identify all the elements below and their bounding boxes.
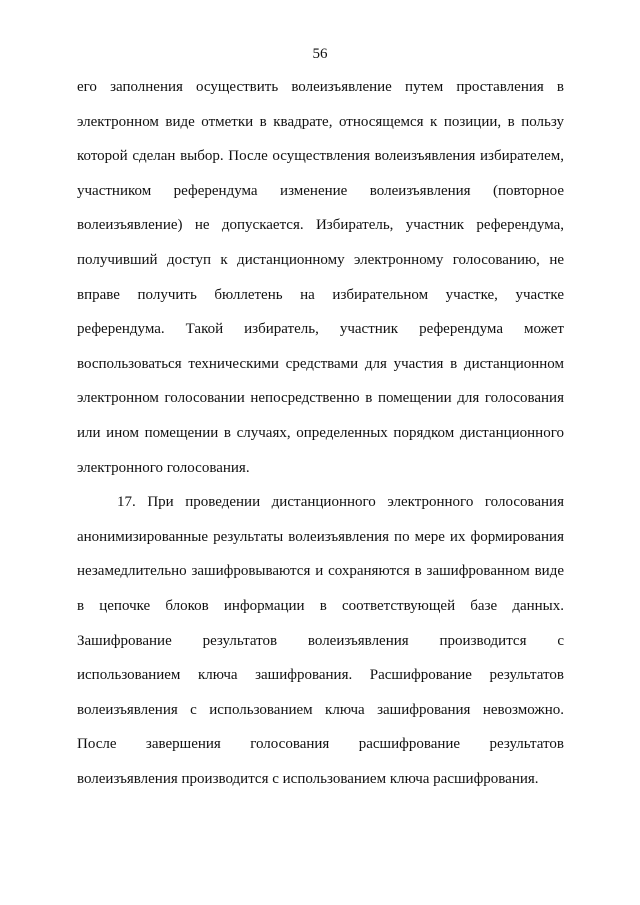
paragraph-item-17 bbox=[77, 491, 564, 802]
text-line: Зашифрование результатов волеизъявления производится с bbox=[77, 632, 564, 649]
paragraph-continuation bbox=[77, 76, 564, 491]
text-line: референдума. Такой избиратель, участник референдума может bbox=[77, 321, 564, 338]
document-body bbox=[77, 76, 564, 802]
text-line: 17. При проведении дистанционного электронного голосования bbox=[117, 494, 564, 511]
text-line: которой сделан выбор. После осуществления волеизъявления избирателем, bbox=[77, 148, 564, 165]
text-line: электронном виде отметки в квадрате, относящемся к позиции, в пользу bbox=[77, 113, 564, 130]
page-number: 56 bbox=[312, 46, 328, 62]
text-line: участником референдума изменение волеизъявления (повторное bbox=[77, 182, 564, 199]
text-line: вправе получить бюллетень на избирательном участке, участке bbox=[77, 286, 564, 303]
text-line: электронного голосования. bbox=[77, 459, 250, 476]
text-line: получивший доступ к дистанционному электронному голосованию, не bbox=[77, 251, 564, 268]
text-line: или ином помещении в случаях, определенных порядком дистанционного bbox=[77, 424, 564, 441]
text-line: После завершения голосования расшифрование результатов bbox=[77, 736, 564, 753]
text-line: волеизъявления с использованием ключа зашифрования невозможно. bbox=[77, 701, 564, 718]
text-line: волеизъявление) не допускается. Избиратель, участник референдума, bbox=[77, 217, 564, 234]
text-line: воспользоваться техническими средствами для участия в дистанционном bbox=[77, 355, 564, 372]
text-line: анонимизированные результаты волеизъявления по мере их формирования bbox=[77, 528, 564, 545]
text-line: использованием ключа зашифрования. Расшифрование результатов bbox=[77, 667, 564, 684]
text-line: в цепочке блоков информации в соответствующей базе данных. bbox=[77, 597, 564, 614]
text-line: электронном голосовании непосредственно в помещении для голосования bbox=[77, 390, 564, 407]
text-line: незамедлительно зашифровываются и сохраняются в зашифрованном виде bbox=[77, 563, 564, 580]
text-line: волеизъявления производится с использованием ключа расшифрования. bbox=[77, 770, 539, 787]
text-line: его заполнения осуществить волеизъявление путем проставления в bbox=[77, 79, 564, 95]
